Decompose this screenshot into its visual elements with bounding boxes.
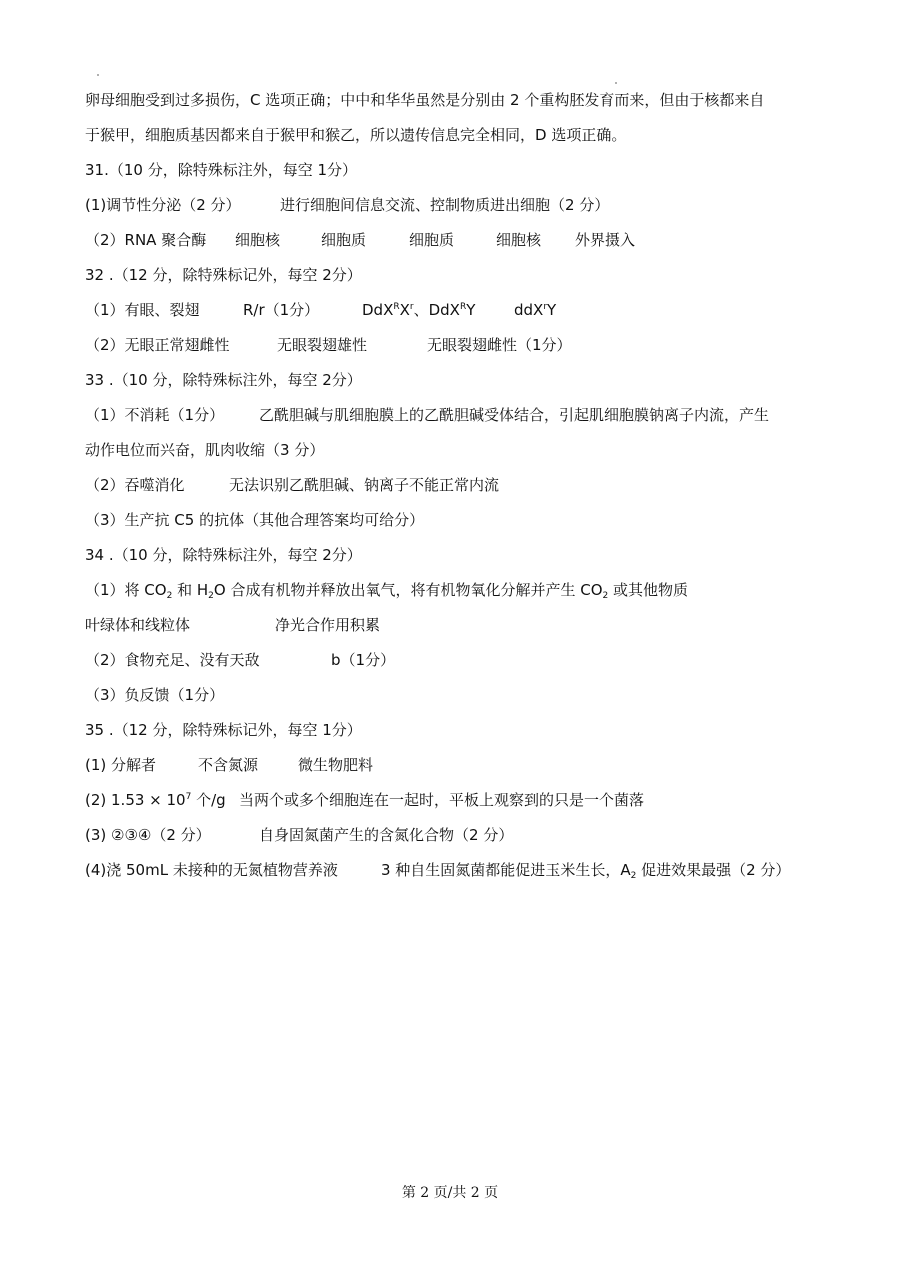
text: 、DdX bbox=[413, 301, 460, 319]
text-with-subscript bbox=[381, 860, 790, 880]
text: 细胞核 bbox=[235, 231, 281, 249]
subscript: 2 bbox=[602, 591, 609, 601]
text: 微生物肥料 bbox=[298, 756, 374, 774]
text: 自身固氮菌产生的含氮化合物（2 分） bbox=[259, 826, 514, 844]
text: X bbox=[399, 301, 410, 319]
answer-33-3 bbox=[85, 510, 424, 530]
answer-32-2 bbox=[85, 335, 572, 355]
text: Y bbox=[547, 301, 557, 319]
superscript: R bbox=[393, 302, 400, 312]
text: 于猴甲，细胞质基因都来自于猴甲和猴乙，所以遗传信息完全相同，D 选项正确。 bbox=[85, 126, 627, 144]
text: （3）生产抗 C5 的抗体（其他合理答案均可给分） bbox=[85, 511, 425, 529]
text: ddX bbox=[514, 301, 544, 319]
text: 动作电位而兴奋，肌肉收缩（3 分） bbox=[85, 441, 325, 459]
text: 细胞质 bbox=[321, 231, 367, 249]
subscript: 2 bbox=[166, 591, 173, 601]
question-32-header bbox=[85, 265, 362, 285]
text: 促进效果最强（2 分） bbox=[636, 861, 791, 879]
question-35-header bbox=[85, 720, 362, 740]
question-34-header bbox=[85, 545, 362, 565]
answer-33-2 bbox=[85, 475, 500, 495]
text: （3）负反馈（1分） bbox=[85, 686, 225, 704]
text: DdX bbox=[362, 301, 394, 319]
genotype-male bbox=[514, 300, 556, 320]
text: （2）无眼正常翅雌性 bbox=[85, 336, 230, 354]
text: 3 种自生固氮菌都能促进玉米生长，A bbox=[381, 861, 631, 879]
answer-33-1 bbox=[85, 405, 770, 425]
answer-35-3 bbox=[85, 825, 514, 845]
text: 外界摄入 bbox=[575, 231, 636, 249]
answer-35-4 bbox=[85, 860, 791, 881]
genotype-female bbox=[362, 300, 475, 320]
text: （2）食物充足、没有天敌 bbox=[85, 651, 260, 669]
scan-speck bbox=[97, 74, 99, 76]
text: (2) 1.53 × 10 bbox=[85, 791, 186, 809]
text: 细胞质 bbox=[409, 231, 455, 249]
colony-count bbox=[85, 790, 226, 810]
text: 不含氮源 bbox=[198, 756, 259, 774]
text: 无眼裂翅雄性 bbox=[277, 336, 368, 354]
subscript: 2 bbox=[630, 871, 637, 881]
text: （1）不消耗（1分） bbox=[85, 406, 225, 424]
answer-34-1 bbox=[85, 580, 688, 600]
answer-31-1 bbox=[85, 195, 610, 215]
text: 细胞核 bbox=[496, 231, 542, 249]
answer-35-2 bbox=[85, 790, 645, 810]
question-31-header bbox=[85, 160, 357, 180]
text: 净光合作用积累 bbox=[275, 616, 381, 634]
text: （1）将 CO bbox=[85, 581, 167, 599]
text-line bbox=[85, 90, 764, 110]
scan-speck bbox=[615, 82, 617, 84]
text: (3) ②③④（2 分） bbox=[85, 826, 211, 844]
text: 叶绿体和线粒体 bbox=[85, 616, 191, 634]
text: b（1分） bbox=[331, 651, 396, 669]
text-line bbox=[85, 615, 381, 635]
superscript: r bbox=[543, 302, 548, 312]
text: 或其他物质 bbox=[608, 581, 689, 599]
text-line bbox=[85, 125, 626, 145]
text: Y bbox=[466, 301, 476, 319]
text: 乙酰胆碱与肌细胞膜上的乙酰胆碱受体结合，引起肌细胞膜钠离子内流，产生 bbox=[259, 406, 770, 424]
answer-34-2 bbox=[85, 650, 396, 670]
text: 当两个或多个细胞连在一起时，平板上观察到的只是一个菌落 bbox=[239, 791, 645, 809]
answer-35-1 bbox=[85, 755, 374, 775]
subscript: 2 bbox=[208, 591, 214, 601]
superscript: r bbox=[409, 302, 414, 312]
answer-32-1 bbox=[85, 300, 557, 320]
text: 31.（10 分，除特殊标注外，每空 1分） bbox=[85, 161, 358, 179]
text: 34 .（10 分，除特殊标注外，每空 2分） bbox=[85, 546, 362, 564]
text: 35 .（12 分，除特殊标记外，每空 1分） bbox=[85, 721, 362, 739]
superscript: R bbox=[459, 302, 467, 312]
text: 和 H bbox=[172, 581, 209, 599]
text: (1)调节性分泌（2 分） bbox=[85, 196, 241, 214]
page-footer: 第 2 页/共 2 页 bbox=[401, 1185, 499, 1201]
text: R/r（1分） bbox=[243, 301, 320, 319]
text-line bbox=[85, 440, 324, 460]
question-33-header bbox=[85, 370, 362, 390]
text: （1）有眼、裂翅 bbox=[85, 301, 200, 319]
text: (4)浇 50mL 未接种的无氮植物营养液 bbox=[85, 861, 338, 879]
text: （2）吞噬消化 bbox=[85, 476, 185, 494]
text: 个/g bbox=[191, 791, 226, 809]
answer-31-2 bbox=[85, 230, 636, 250]
answer-34-3 bbox=[85, 685, 224, 705]
text: （2）RNA 聚合酶 bbox=[85, 231, 207, 249]
superscript: 7 bbox=[185, 792, 192, 802]
text: 卵母细胞受到过多损伤，C 选项正确；中中和华华虽然是分别由 2 个重构胚发育而来，但由于核都来自 bbox=[85, 91, 765, 109]
text: 32 .（12 分，除特殊标记外，每空 2分） bbox=[85, 266, 362, 284]
text: (1) 分解者 bbox=[85, 756, 157, 774]
text: O 合成有机物并释放出氧气，将有机物氧化分解并产生 CO bbox=[213, 581, 603, 599]
text: 无眼裂翅雌性（1分） bbox=[427, 336, 572, 354]
text: 进行细胞间信息交流、控制物质进出细胞（2 分） bbox=[280, 196, 610, 214]
text: 无法识别乙酰胆碱、钠离子不能正常内流 bbox=[229, 476, 500, 494]
text: 33 .（10 分，除特殊标注外，每空 2分） bbox=[85, 371, 362, 389]
